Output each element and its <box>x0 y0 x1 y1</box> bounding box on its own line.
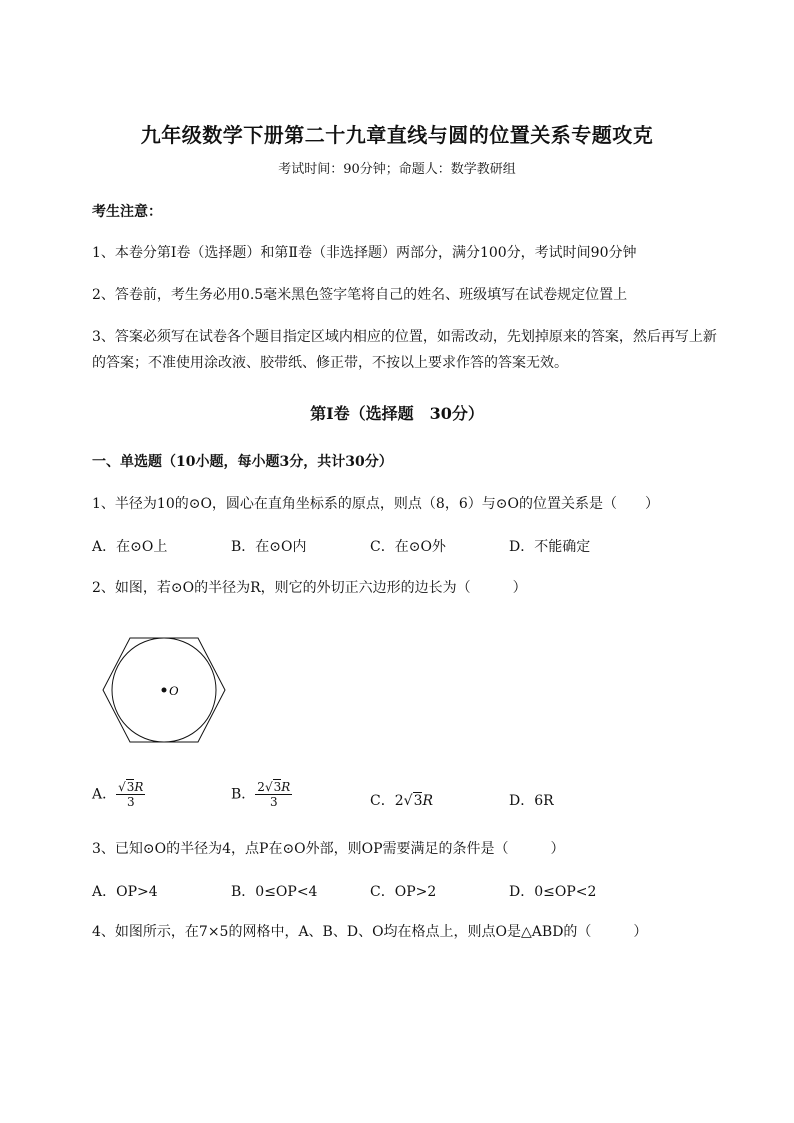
notice-item-1: 1、本卷分第I卷（选择题）和第Ⅱ卷（非选择题）两部分，满分100分，考试时间90分钟 <box>92 245 637 261</box>
option-c-sqrt: 3 <box>413 793 423 809</box>
option-a-var: R <box>134 780 144 794</box>
question-3-option-c: C．OP>2 <box>370 884 437 900</box>
option-b-sqrt: 3 <box>273 780 282 794</box>
option-c-var: R <box>422 793 434 809</box>
question-3-option-b: B．0≤OP<4 <box>231 884 318 900</box>
notice-item-3-cont: 的答案；不准使用涂改液、胶带纸、修正带，不按以上要求作答的答案无效。 <box>92 355 568 371</box>
question-4-stem: 4、如图所示，在7×5的网格中，A、B、D、O均在格点上，则点O是△ABD的（ ） <box>92 924 648 940</box>
option-b-prefix: B． <box>231 786 256 803</box>
option-c-prefix: C． <box>370 793 395 809</box>
question-1-option-d: D．不能确定 <box>509 539 591 555</box>
option-a-prefix: A． <box>92 786 117 803</box>
question-3-stem: 3、已知⊙O的半径为4，点P在⊙O外部，则OP需要满足的条件是（ ） <box>92 841 565 857</box>
option-b-var: R <box>281 780 291 794</box>
exam-subtitle: 考试时间：90分钟；命题人：数学教研组 <box>278 162 516 177</box>
center-label: O <box>169 683 179 698</box>
option-b-fraction: $\frac{2√3R}{3}$ <box>257 780 291 809</box>
exam-title: 九年级数学下册第二十九章直线与圆的位置关系专题攻克 <box>140 123 654 147</box>
option-a-fraction: $\frac{√3R}{3}$ <box>118 780 144 809</box>
notice-item-3: 3、答案必须写在试卷各个题目指定区域内相应的位置，如需改动，先划掉原来的答案，然后再写上新 <box>92 329 717 345</box>
question-2-stem: 2、如图，若⊙O的半径为R，则它的外切正六边形的边长为（ ） <box>92 580 527 596</box>
question-2-option-a <box>92 780 145 809</box>
section-title: 第I卷（选择题 30分） <box>310 404 484 423</box>
question-2-option-c: C．2√3R <box>370 793 434 809</box>
part-heading: 一、单选题（10小题，每小题3分，共计30分） <box>92 454 393 470</box>
option-c-coef: 2 <box>394 793 404 809</box>
question-1-option-a: A．在⊙O上 <box>92 539 168 555</box>
question-1-option-b: B．在⊙O内 <box>231 539 307 555</box>
question-3-option-a: A．OP>4 <box>92 884 158 900</box>
center-point <box>162 688 167 693</box>
notice-heading: 考生注意： <box>92 204 162 220</box>
question-2-option-b <box>231 780 292 809</box>
question-2-option-d: D．6R <box>509 793 554 809</box>
option-b-den: 3 <box>269 795 278 809</box>
question-3-option-d: D．0≤OP<2 <box>509 884 597 900</box>
hexagon-circle-figure <box>100 634 230 746</box>
question-1-option-c: C．在⊙O外 <box>370 539 446 555</box>
notice-item-2: 2、答卷前，考生务必用0.5毫米黑色签字笔将自己的姓名、班级填写在试卷规定位置上 <box>92 287 628 303</box>
question-1-stem: 1、半径为10的⊙O，圆心在直角坐标系的原点，则点（8，6）与⊙O的位置关系是（ ） <box>92 496 659 512</box>
option-b-coef: 2 <box>257 780 265 794</box>
option-a-den: 3 <box>126 795 135 809</box>
option-a-sqrt: 3 <box>126 780 135 794</box>
